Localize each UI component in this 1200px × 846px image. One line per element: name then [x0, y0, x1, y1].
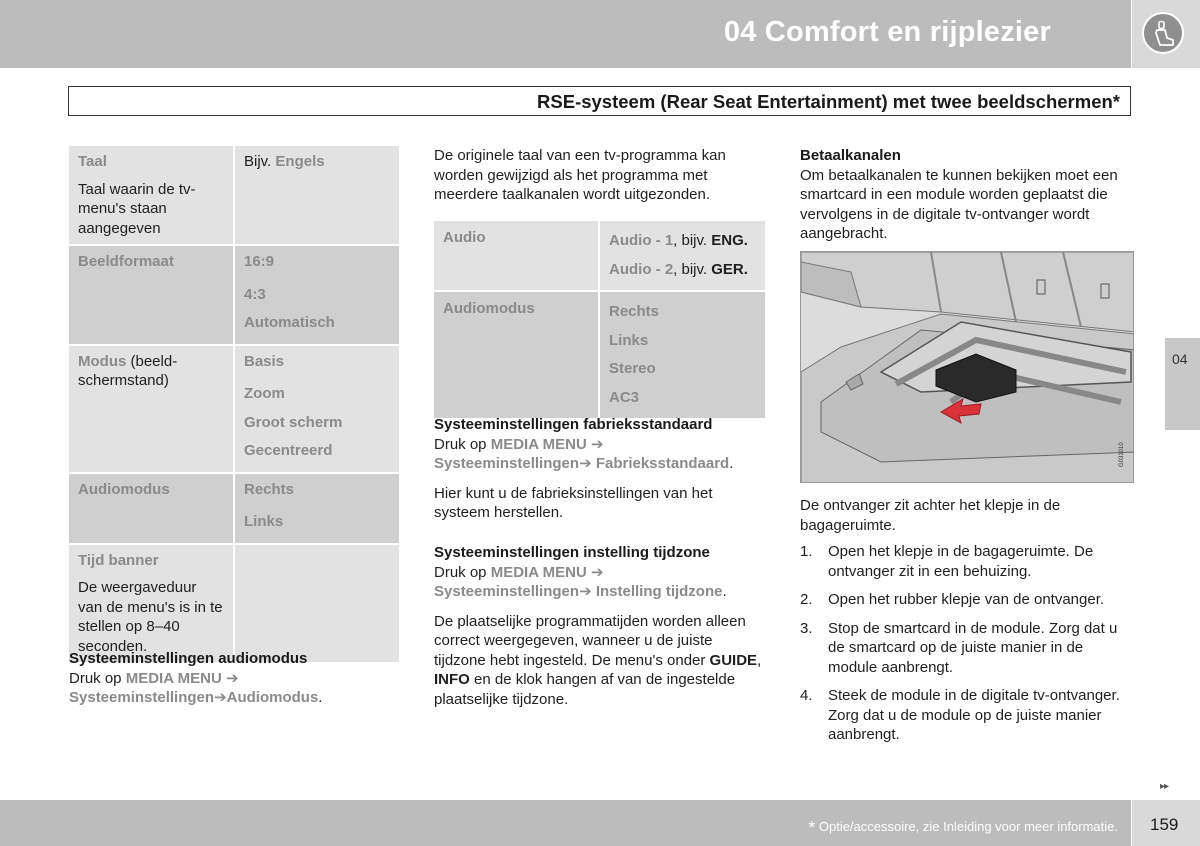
betaalkanalen-intro: Om betaalkanalen te kunnen bekijken moet een smartcard in een module worden geplaatst die vervolgens in de digitale tv-ontvanger wordt aangebracht.: [800, 166, 1118, 242]
fabriek-text: Hier kunt u de fabrieksinstellingen van het systeem herstellen.: [434, 484, 713, 521]
comma: ,: [757, 651, 762, 669]
list-item: [800, 542, 1135, 581]
chapter-tab-label: 04: [1172, 351, 1188, 367]
step-text: Steek de module in de digitale tv-ontvanger. Zorg dat u de module op de juiste manier aanbrengt.: [828, 687, 1120, 743]
value-stereo: Stereo: [609, 360, 656, 377]
photo-caption: De ontvanger zit achter het klepje in de bagageruimte.: [800, 497, 1061, 534]
cell-beeldformaat-label: [69, 246, 235, 344]
cell-modus-label: [69, 346, 235, 472]
audio-table: [434, 219, 765, 420]
value-links: Links: [244, 513, 284, 530]
desc-tijd-banner: De weergaveduur van de menu's is in te stellen op 8–40 seconden.: [78, 579, 223, 655]
betaalkanalen-section: [800, 146, 1140, 244]
chapter-icon-box: [1132, 0, 1200, 68]
cell-modus-values: [235, 346, 399, 472]
tijdzone-section: [434, 543, 766, 709]
table-row-modus: [69, 346, 399, 472]
path-systeeminstellingen: Systeeminstellingen: [434, 583, 580, 600]
audio-2-code: GER.: [711, 260, 748, 278]
footnote-text: Optie/accessoire, zie Inleiding voor meer informatie.: [818, 819, 1118, 834]
audio-1-line: [609, 227, 756, 256]
fabriek-heading: Systeeminstellingen fabrieksstandaard: [434, 416, 713, 433]
druk-op-text: Druk op: [69, 669, 122, 687]
arrow-icon: ➔: [590, 435, 604, 453]
table-row-beeldformaat: [69, 246, 399, 344]
label-tijd-banner: Tijd banner: [78, 551, 159, 569]
audio-1-label: Audio - 1: [609, 232, 674, 249]
audiomodus-path-line-2: [69, 688, 399, 708]
arrow-icon: ➔: [579, 583, 592, 600]
arrow-icon: ➔: [590, 563, 604, 581]
trunk-illustration: [801, 252, 1134, 483]
info-label: INFO: [434, 671, 470, 688]
section-title-box: [68, 86, 1131, 116]
cell-audiomodus-label: [69, 474, 235, 543]
footnote-star: *: [808, 818, 816, 838]
value-ac3: AC3: [609, 388, 640, 406]
tijdzone-heading: Systeeminstellingen instelling tijdzone: [434, 544, 710, 561]
fabriek-path-line-2: [434, 454, 766, 474]
header-band: [0, 0, 1131, 68]
section-title: RSE-systeem (Rear Seat Entertainment) met twee beeldschermen*: [537, 91, 1120, 112]
path-systeeminstellingen: Systeeminstellingen: [69, 689, 215, 706]
value-basis: Basis: [244, 352, 285, 370]
value-16-9: 16:9: [244, 253, 275, 270]
table-row-tijd-banner: [69, 545, 399, 663]
fabriek-section: [434, 415, 766, 523]
page-number-box: [1132, 800, 1200, 846]
value-rechts: Rechts: [244, 480, 295, 498]
audiomodus-path-line-1: [69, 669, 399, 689]
cell-audiomodus-values: [235, 474, 399, 543]
audio-1-bijv: , bijv.: [673, 232, 708, 249]
label-audiomodus: Audiomodus: [78, 480, 170, 498]
path-fabrieksstandaard: Fabrieksstandaard: [595, 455, 730, 472]
label-beeldformaat: Beeldformaat: [78, 253, 174, 270]
footnote: [808, 818, 1118, 839]
step-number: 1.: [800, 543, 813, 560]
cell-tijd-banner-label: [69, 545, 235, 663]
tijdzone-text-1: De plaatselijke programmatijden worden alleen correct weergegeven, wanneer u de juiste tijdzone hebt ingesteld. De menu's onder: [434, 612, 746, 669]
double-arrow-icon: ▸▸: [1160, 781, 1169, 792]
step-text: Stop de smartcard in de module. Zorg dat u de smartcard op de juiste manier in de module aanbrengt.: [828, 619, 1118, 676]
cell-audiomodus-mid-label: [434, 292, 600, 418]
fabriek-path-line-1: [434, 435, 766, 455]
period: .: [729, 455, 734, 472]
value-zoom: Zoom: [244, 385, 285, 402]
list-item: [800, 686, 1135, 745]
table-row-audio: [434, 221, 765, 290]
value-automatisch: Automatisch: [244, 314, 335, 331]
path-instelling-tijdzone: Instelling tijdzone: [595, 583, 723, 600]
tijdzone-path-line-2: [434, 582, 766, 602]
desc-taal: Taal waarin de tv-menu's staan aangegeven: [78, 180, 196, 237]
media-menu-label: MEDIA MENU: [490, 435, 587, 453]
step-number: 4.: [800, 687, 813, 704]
value-rechts-mid: Rechts: [609, 303, 660, 320]
media-menu-label: MEDIA MENU: [490, 563, 587, 581]
arrow-icon: ➔: [214, 689, 227, 706]
audio-1-code: ENG.: [711, 232, 748, 249]
path-systeeminstellingen: Systeeminstellingen: [434, 455, 580, 472]
table-row-audiomodus-mid: [434, 292, 765, 418]
middle-intro: De originele taal van een tv-programma kan worden gewijzigd als het programma met meerdere taalkanalen wordt uitgezonden.: [434, 147, 726, 203]
label-taal: Taal: [78, 153, 107, 170]
cell-audio-label: [434, 221, 600, 290]
step-number: 2.: [800, 591, 813, 608]
audiomodus-heading: Systeeminstellingen audiomodus: [69, 650, 308, 667]
betaalkanalen-heading: Betaalkanalen: [800, 147, 901, 164]
guide-label: GUIDE: [709, 651, 758, 669]
chapter-tab[interactable]: [1165, 338, 1200, 430]
steps-list: [800, 542, 1135, 754]
media-menu-label: MEDIA MENU: [125, 669, 222, 687]
cell-audio-values: [600, 221, 765, 290]
value-4-3: 4:3: [244, 285, 266, 303]
list-item: [800, 590, 1135, 610]
table-row-audiomodus: [69, 474, 399, 543]
step-text: Open het klepje in de bagageruimte. De ontvanger zit in een behuizing.: [828, 543, 1094, 580]
period: .: [722, 583, 727, 600]
audio-2-line: [609, 256, 756, 285]
audiomodus-section: [69, 649, 399, 708]
value-links-mid: Links: [609, 331, 649, 349]
settings-table: [69, 144, 399, 664]
footer-band: [0, 800, 1131, 846]
cell-beeldformaat-values: [235, 246, 399, 344]
druk-op-text: Druk op: [434, 435, 487, 453]
seat-icon: [1142, 12, 1184, 54]
audio-2-bijv: , bijv.: [673, 260, 708, 278]
step-text: Open het rubber klepje van de ontvanger.: [828, 591, 1105, 608]
tijdzone-text-2: en de klok hangen af van de ingestelde plaatselijke tijdzone.: [434, 671, 736, 708]
period: .: [318, 689, 323, 706]
page-number: 159: [1150, 815, 1179, 834]
trunk-photo: [800, 251, 1134, 483]
label-audio: Audio: [443, 229, 486, 246]
tijdzone-path-line-1: [434, 563, 766, 583]
label-modus-suffix: (beeld-schermstand): [78, 352, 178, 389]
tijdzone-text: [434, 612, 766, 710]
taal-value-prefix: Bijv.: [244, 153, 272, 170]
list-item: [800, 619, 1135, 678]
cell-taal-label: [69, 146, 235, 244]
taal-value: Engels: [275, 153, 325, 170]
label-audiomodus-mid: Audiomodus: [443, 300, 535, 317]
step-number: 3.: [800, 619, 813, 637]
table-row-taal: [69, 146, 399, 244]
cell-audiomodus-mid-values: [600, 292, 765, 418]
chapter-title: 04 Comfort en rijplezier: [723, 16, 1051, 48]
arrow-icon: ➔: [225, 669, 239, 687]
label-modus: Modus: [78, 352, 127, 370]
image-code: G031010: [1119, 442, 1125, 467]
value-gecentreerd: Gecentreerd: [244, 442, 333, 459]
druk-op-text: Druk op: [434, 563, 487, 581]
path-audiomodus: Audiomodus: [226, 689, 319, 706]
cell-tijd-banner-value: [235, 545, 399, 663]
cell-taal-value: [235, 146, 399, 244]
arrow-icon: ➔: [579, 455, 592, 472]
audio-2-label: Audio - 2: [609, 260, 674, 278]
value-groot-scherm: Groot scherm: [244, 413, 343, 431]
